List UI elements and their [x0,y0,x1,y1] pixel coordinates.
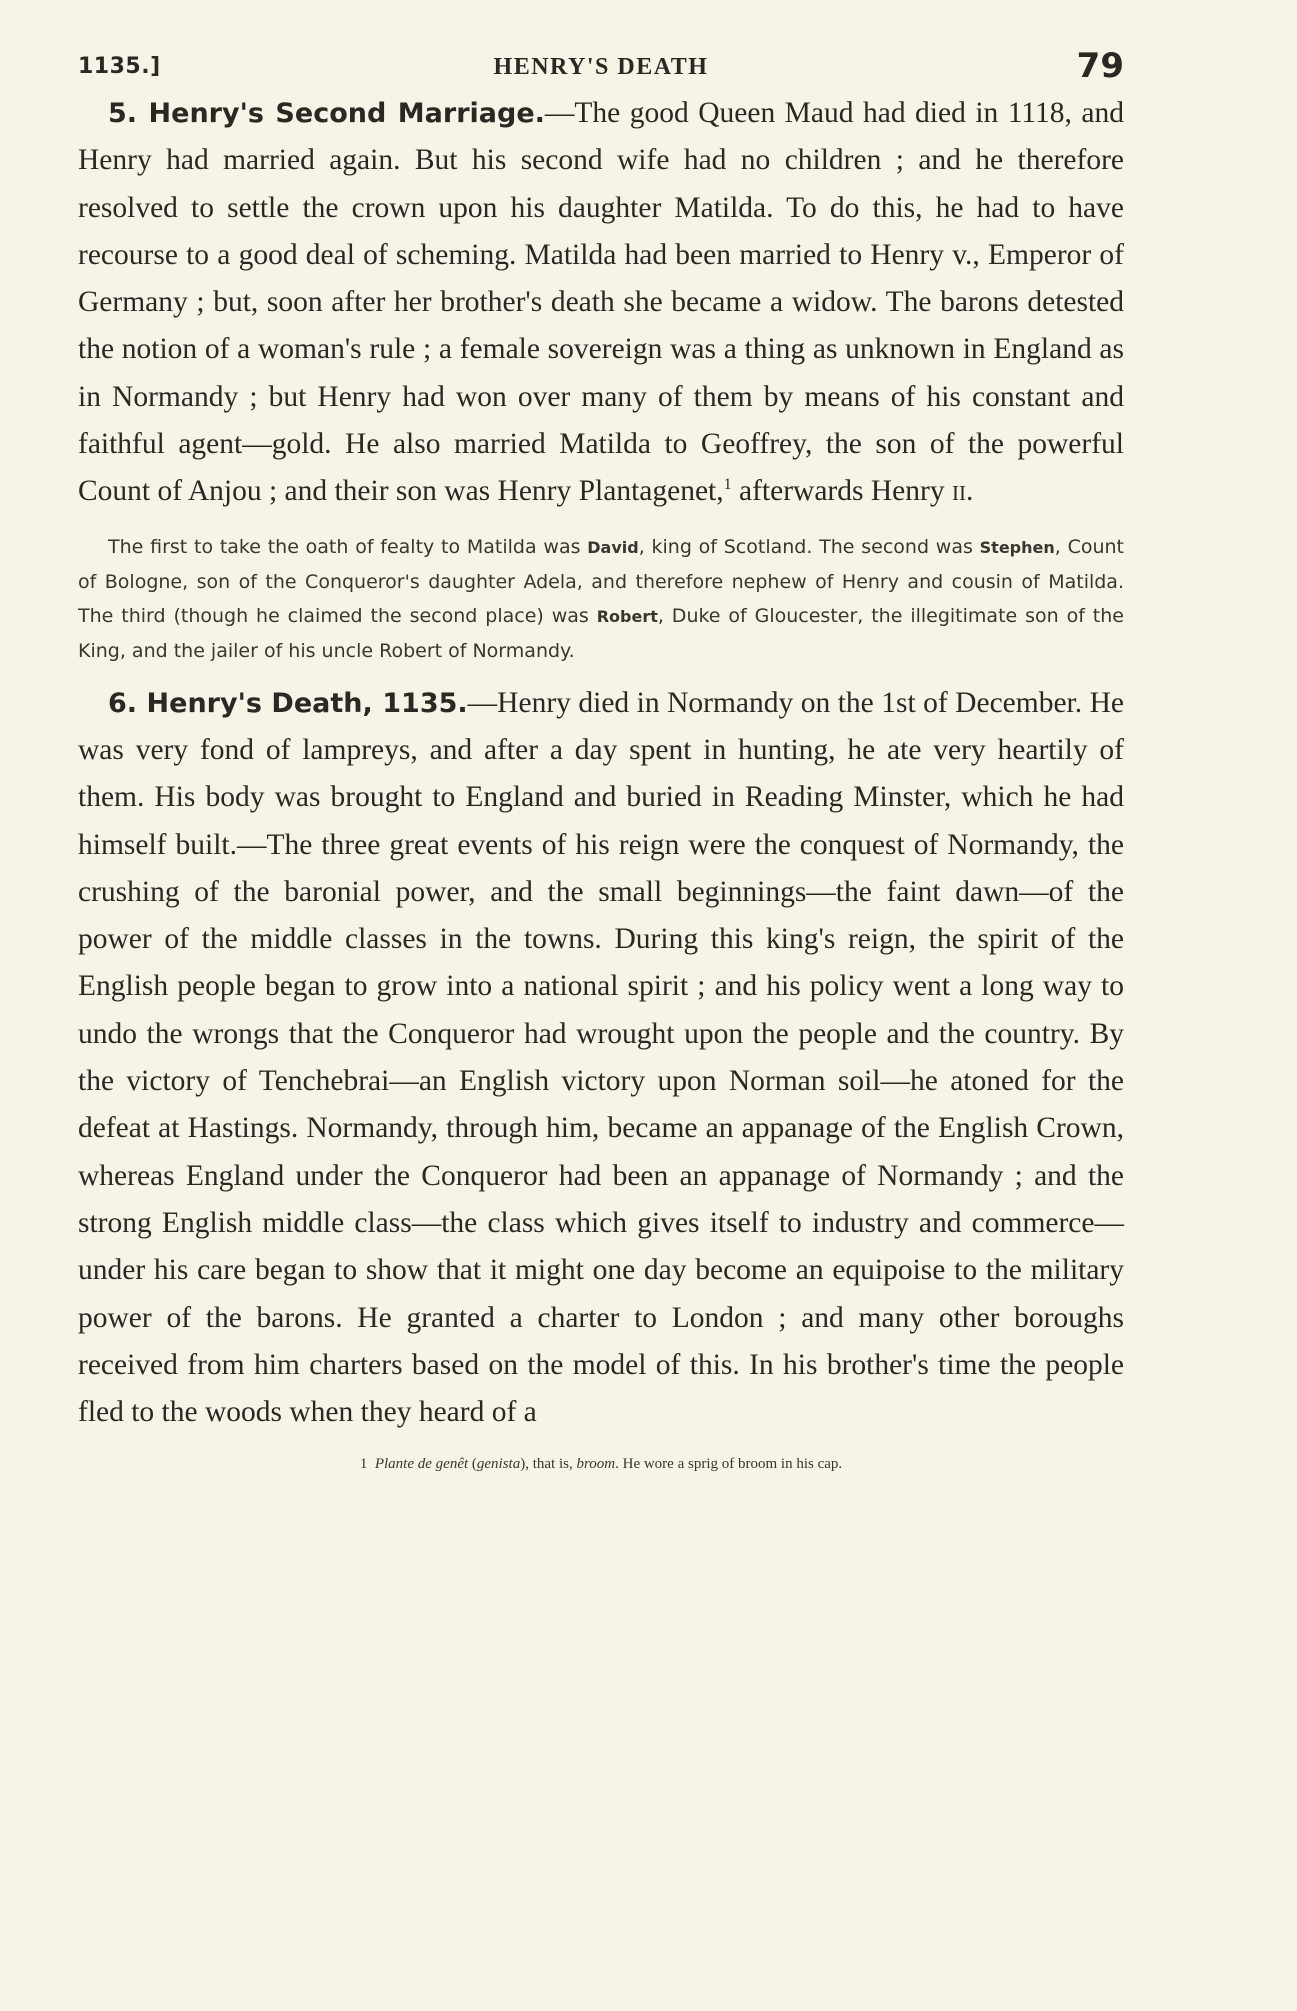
section-5-period: . [965,475,974,508]
section-5-heading: 5. Henry's Second Marriage. [108,98,545,129]
note-text-1: The first to take the oath of fealty to Matilda was [108,535,588,558]
footnote-mid: ), that is, [520,1456,577,1473]
footnote-open: ( [468,1456,477,1473]
roman-numeral: ii [951,475,966,508]
section-6-heading: 6. Henry's Death, 1135. [108,687,468,719]
note-name-david: David [587,537,639,557]
note-text-3: , Count of Bologne, son of the Conqueror's daughter Adela, and therefore nephew of Henry and cousin of Matilda. The third (though he claimed the second place) was [78,535,1124,627]
note-name-robert: Robert [596,606,658,626]
header-title: HENRY'S DEATH [493,54,709,80]
footnote-end: . He wore a sprig of broom in his cap. [615,1456,843,1473]
footnote-broom: broom [576,1456,616,1473]
note-name-stephen: Stephen [979,537,1055,557]
section-6-paragraph [78,680,1124,1437]
footnote-latin: genista [476,1456,521,1473]
section-5-paragraph [78,90,1124,516]
section-5-text: —The good Queen Maud had died in 1118, and Henry had married again. But his second wife had no children ; and he therefore resolved to settle the crown upon his daughter Matilda. To do this, he had to have recourse to a good deal of scheming. Matilda had been married to Henry v., Emperor of Germany ; but, soon after her brother's death she became a widow. The barons detested the notion of a woman's rule ; a female sovereign was a thing as unknown in England as in Normandy ; but Henry had won over many of them by means of his constant and faithful agent—gold. He also married Matilda to Geoffrey, the son of the powerful Count of Anjou ; and their son was Henry Plantagenet, [78,97,1124,508]
footnote-reference: 1 [723,476,732,494]
running-head [78,44,1124,90]
footnote [78,1456,1124,1473]
section-5-text-end: afterwards Henry [731,475,952,508]
page-number: 79 [1076,46,1124,86]
book-page [78,44,1124,1473]
fealty-note [78,530,1124,668]
section-6-text: —Henry died in Normandy on the 1st of December. He was very fond of lampreys, and after a day spent in hunting, he ate very heartily of them. His body was brought to England and buried in Reading Minster, which he had himself built.—The three great events of his reign were the conquest of Normandy, the crushing of the baronial power, and the small beginnings—the faint dawn—of the power of the middle classes in the towns. During this king's reign, the spirit of the English people began to grow into a national spirit ; and his policy went a long way to undo the wrongs that the Conqueror had wrought upon the people and the country. By the victory of Tenchebrai—an English victory upon Norman soil—he atoned for the defeat at Hastings. Normandy, through him, became an appanage of the English Crown, whereas England under the Conqueror had been an appanage of Normandy ; and the strong English middle class—the class which gives itself to industry and commerce—under his care began to show that it might one day become an equipoise to the military power of the barons. He granted a charter to London ; and many other boroughs received from him charters based on the model of this. In his brother's time the people fled to the woods when they heard of a [78,686,1124,1429]
footnote-mark: 1 [359,1456,368,1473]
footnote-term: Plante de genêt [374,1456,469,1473]
note-text-2: , king of Scotland. The second was [638,535,980,558]
note-text-4: , Duke of Gloucester, the illegitimate son of the King, and the jailer of his uncle Robert of Normandy. [78,604,1124,662]
header-year: 1135.] [78,54,161,79]
